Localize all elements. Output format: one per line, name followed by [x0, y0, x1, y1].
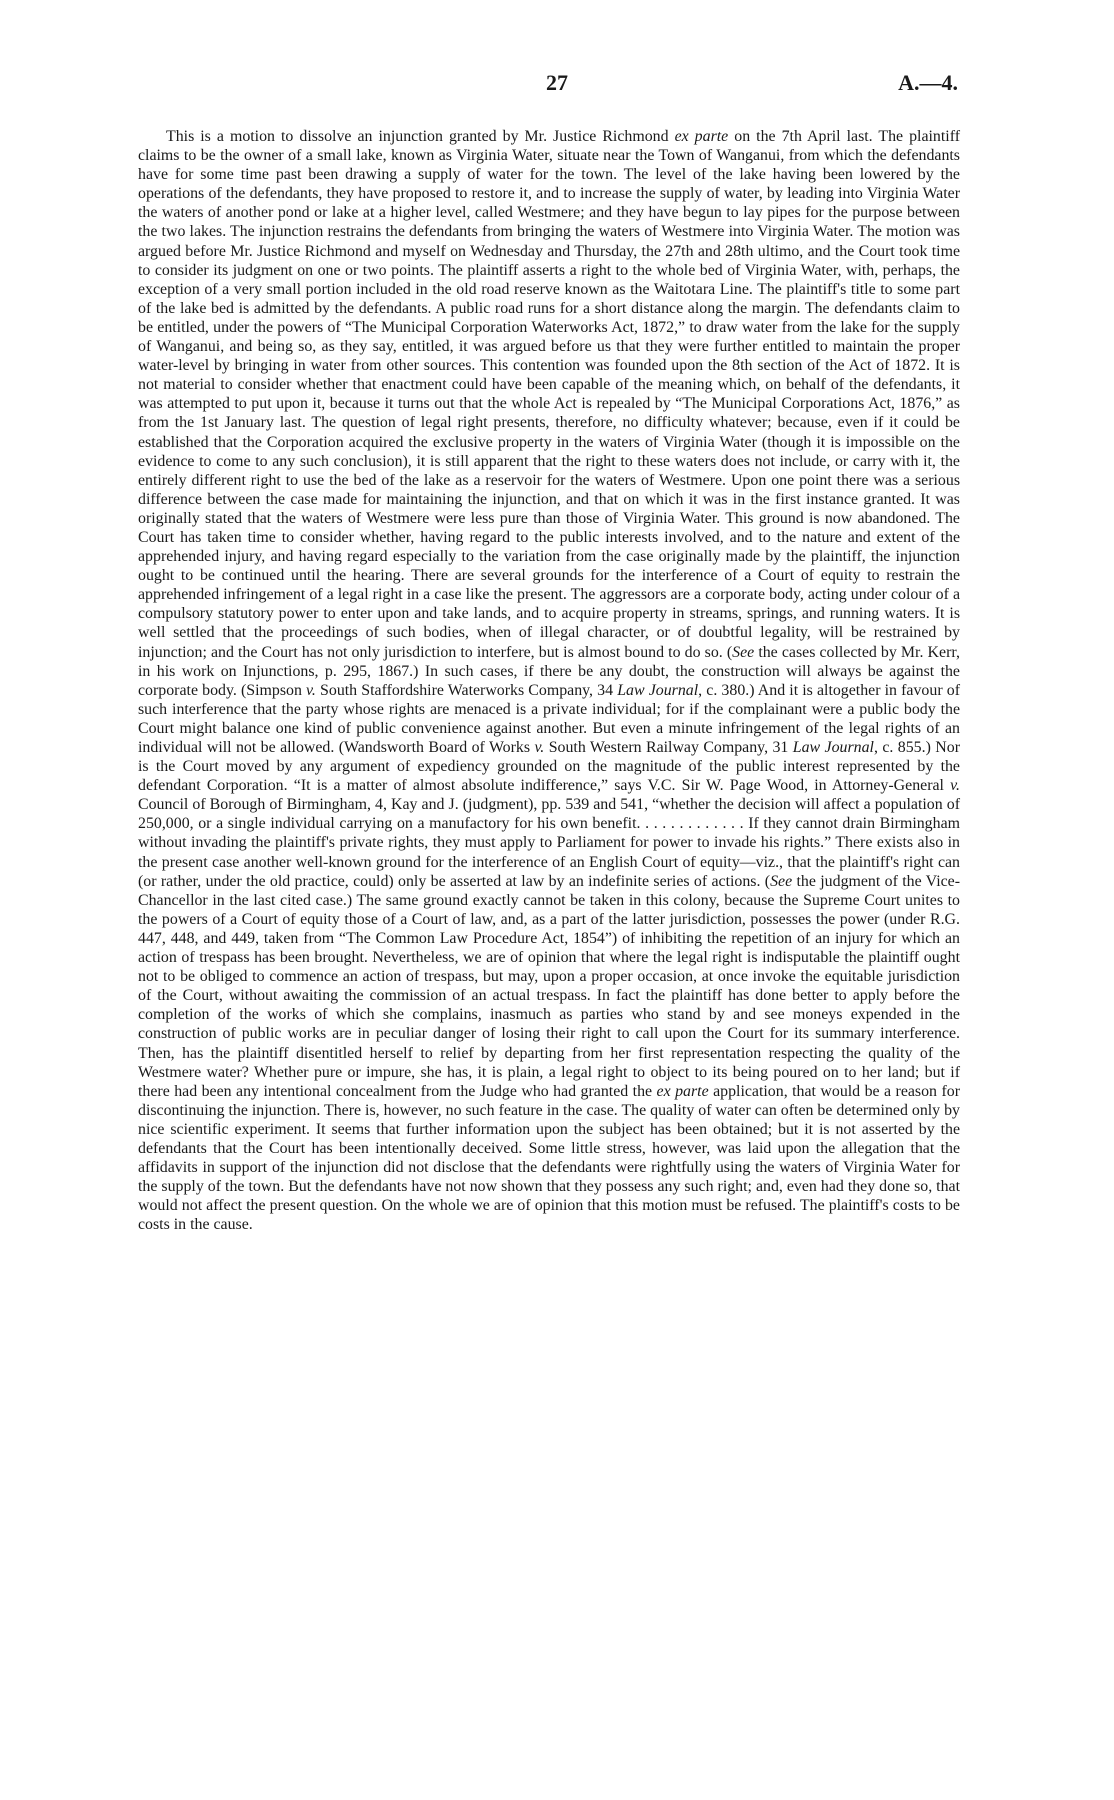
text-segment: South Staffordshire Waterworks Company, 34 [315, 681, 618, 699]
text-segment-italic: v. [950, 777, 960, 795]
text-segment: Council of Borough of Birmingham, 4, Kay and J. (judgment), pp. 539 and 541, “whether the decision will affect a population of 250,000, or a single individual carrying on a manufactory for his own benefit. . . . . . . . . . . . . If they cannot drain Birmingham without invading the plaintiff's private rights, they must apply to Parliament for power to invade his rights.” There exists also in the present case another well-known ground for the interference of an English Court of equity—viz., that the plaintiff's right can (or rather, under the old practice, could) only be asserted at law by an indefinite series of actions. ( [138, 796, 960, 890]
text-segment: the cases collected by Mr. Kerr, in his work on Injunctions, p. 295, 1867.) In such cases, if there be any doubt, the construction will always be against the corporate body. (Simpson [138, 643, 961, 699]
text-segment-italic: v. [534, 739, 545, 756]
text-segment: on the 7th April last. The plaintiff claims to be the owner of a small lake, known as Virginia Water, situate near the Town of Wanganui, from which the defendants have for some time past been drawing a supply of water for the town. The level of the lake having been lowered by the operations of the defendants, they have proposed to restore it, and to increase the supply of water, by leading into Virginia Water the waters of another pond or lake at a higher level, called Westmere; and they have begun to lay pipes for the purpose between the two lakes. The injunction restrains the defendants from bringing the waters of Westmere into Virginia Water. The motion was argued before Mr. Justice Richmond and myself on Wednesday and Thursday, the 27th and 28th ultimo, and the Court took time to consider its judgment on one or two points. The plaintiff asserts a right to the whole bed of Virginia Water, with, perhaps, the exception of a very small portion included in the old road reserve known as the Waitotara Line. The plaintiff's title to some part of the lake bed is admitted by the defendants. A public road runs for a short distance along the margin. The defendants claim to be entitled, under the powers of “The Municipal Corporation Waterworks Act, 1872,” to draw water from the lake for the supply of Wanganui, and being so, as they say, entitled, it was argued before us that they were further entitled to maintain the proper water-level by bringing in water from other sources. This contention was founded upon the 8th section of the Act of 1872. It is not material to consider whether that enactment could have been capable of the meaning which, on behalf of the defendants, it was attempted to put upon it, because it turns out that the whole Act is repealed by “The Municipal Corporations Act, 1876,” as from the 1st January last. The question of legal right presents, therefore, no difficulty whatever; because, even if it could be established that the Corporation acquired the exclusive property in the waters of Virginia Water (though it is impossible on the evidence to come to any such conclusion), it is still apparent that the right to these waters does not include, or carry with it, the entirely different right to use the bed of the lake as a reservoir for the waters of Westmere. Upon one point there was a serious difference between the case made for maintaining the injunction, and that on which it was in the first instance granted. It was originally stated that the waters of Westmere were less pure than those of Virginia Water. This ground is now abandoned. The Court has taken time to consider whether, having regard to the public interests involved, and to the nature and extent of the apprehended injury, and having regard especially to the variation from the case originally made by the plaintiff, the injunction ought to be continued until the hearing. There are several grounds for the interference of a Court of equity to restrain the apprehended infringement of a legal right in a case like the present. The aggressors are a corporate body, acting under colour of a compulsory statutory power to enter upon and take lands, and to acquire property in streams, springs, and running waters. It is well settled that the proceedings of such bodies, when of illegal character, or of doubtful legality, will be restrained by injunction; and the Court has not only jurisdiction to interfere, but is almost bound to do so. ( [138, 128, 960, 661]
text-segment-italic: Law Journal [617, 681, 699, 699]
text-segment-italic: Law Journal [792, 739, 874, 756]
text-segment-italic: ex parte [674, 128, 729, 145]
text-segment: South Western Railway Company, 31 [544, 739, 793, 756]
text-segment-italic: See [732, 643, 755, 661]
text-segment: This is a motion to dissolve an injunction granted by Mr. Justice Richmond [166, 128, 675, 145]
document-reference: A.—4. [898, 70, 958, 95]
page-number: 27 [546, 70, 568, 95]
text-segment-italic: v. [306, 681, 316, 699]
text-segment: the judgment of the Vice-Chancellor in the last cited case.) The same ground exactly cannot be taken in this colony, because the Supreme Court unites to the powers of a Court of equity those of a Court of law, and, as a part of the latter jurisdiction, possesses the power (under R.G. 447, 448, and 449, taken from “The Common Law Procedure Act, 1854”) of inhibiting the repetition of an injury for which an action of trespass has been brought. Nevertheless, we are of opinion that where the legal right is indisputable the plaintiff ought not to be obliged to commence an action of trespass, but may, upon a proper occasion, at once invoke the equitable jurisdiction of the Court, without awaiting the commission of an actual trespass. In fact the plaintiff has done better to apply before the completion of the works of which she complains, inasmuch as parties who stand by and see moneys expended in the construction of public works are in peculiar danger of losing their right to call upon the Court for its summary interference. Then, has the plaintiff disentitled herself to relief by departing from her first representation respecting the quality of the Westmere water? Whether pure or impure, she has, it is plain, a legal right to object to its being poured on to her land; but if there had been any intentional concealment from the Judge who had granted the [138, 872, 961, 1100]
text-segment: , c. 380.) And it is altogether in favour of such interference that the party whose rights are menaced is a private individual; for if the complainant were a public body the Court might balance one kind of public convenience against another. But even a minute infringement of the legal rights of an individual will not be allowed. (Wandsworth Board of Works [138, 681, 960, 756]
text-segment: application, that would be a reason for discontinuing the injunction. There is, however, no such feature in the case. The quality of water can often be determined only by nice scientific experiment. It seems that further information upon the subject has been obtained; but it is not asserted by the defendants that the Court has been intentionally deceived. Some little stress, however, was laid upon the allegation that the affidavits in support of the injunction did not disclose that the defendants were rightfully using the waters of Virginia Water for the supply of the town. But the defendants have not now shown that they possess any such right; and, even had they done so, that would not affect the present question. On the whole we are of opinion that this motion must be refused. The plaintiff's costs to be costs in the cause. [138, 1082, 960, 1234]
text-segment-italic: See [770, 872, 793, 890]
judgment-paragraph [138, 127, 960, 1234]
text-segment: , c. 855.) Nor is the Court moved by any argument of expediency grounded on the magnitude of the public interest represented by the defendant Corporation. “It is a matter of almost absolute indifference,” says V.C. Sir W. Page Wood, in Attorney-General [138, 739, 960, 795]
text-segment-italic: ex parte [656, 1082, 709, 1100]
